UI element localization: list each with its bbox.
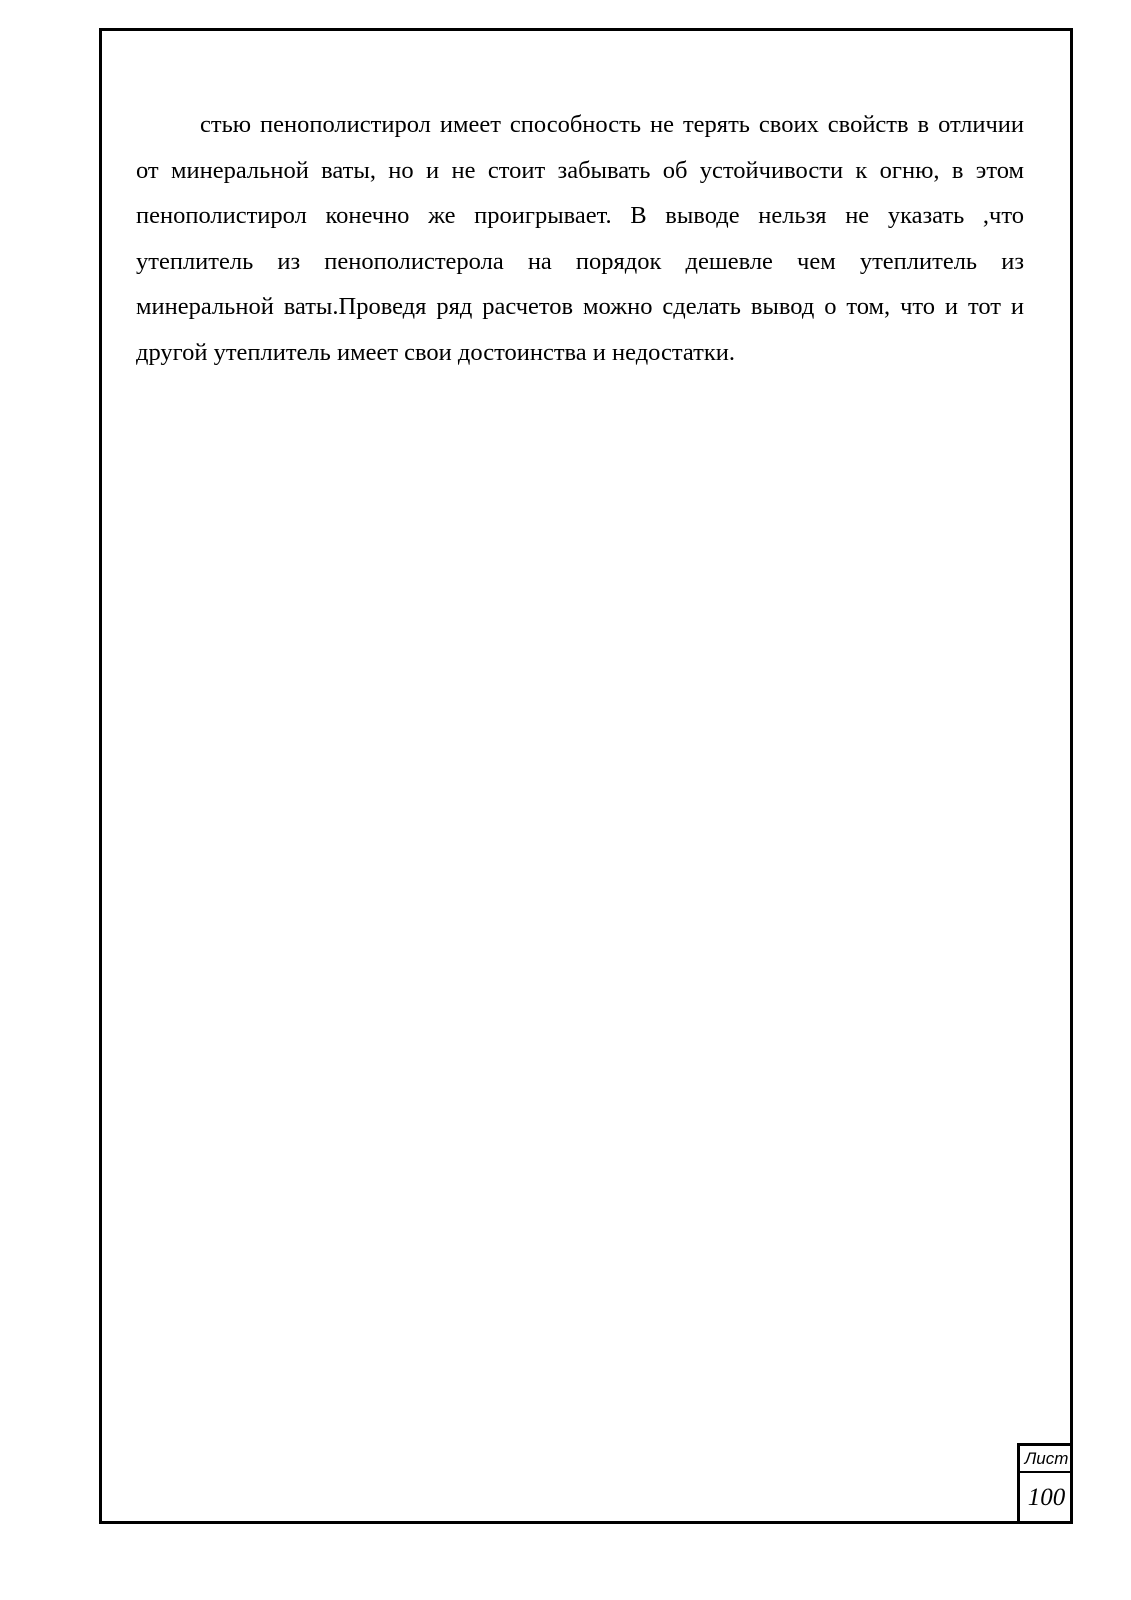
body-paragraph: стью пенополистирол имеет способность не терять своих свойств в отличии от минеральной ваты, но и не стоит забывать об устойчивости к огню, в этом пенополистирол конечно же проигрывает. В выводе нельзя не указать ,что утеплитель из пенополистерола на порядок дешевле чем утеплитель из минеральной ваты.Проведя ряд расчетов можно сделать вывод о том, что и тот и другой утеплитель имеет свои достоинства и недостатки. [136,111,1024,366]
sheet-number-box [1017,1443,1073,1524]
sheet-label: Лист [1020,1446,1073,1473]
sheet-number: 100 [1027,1484,1066,1511]
